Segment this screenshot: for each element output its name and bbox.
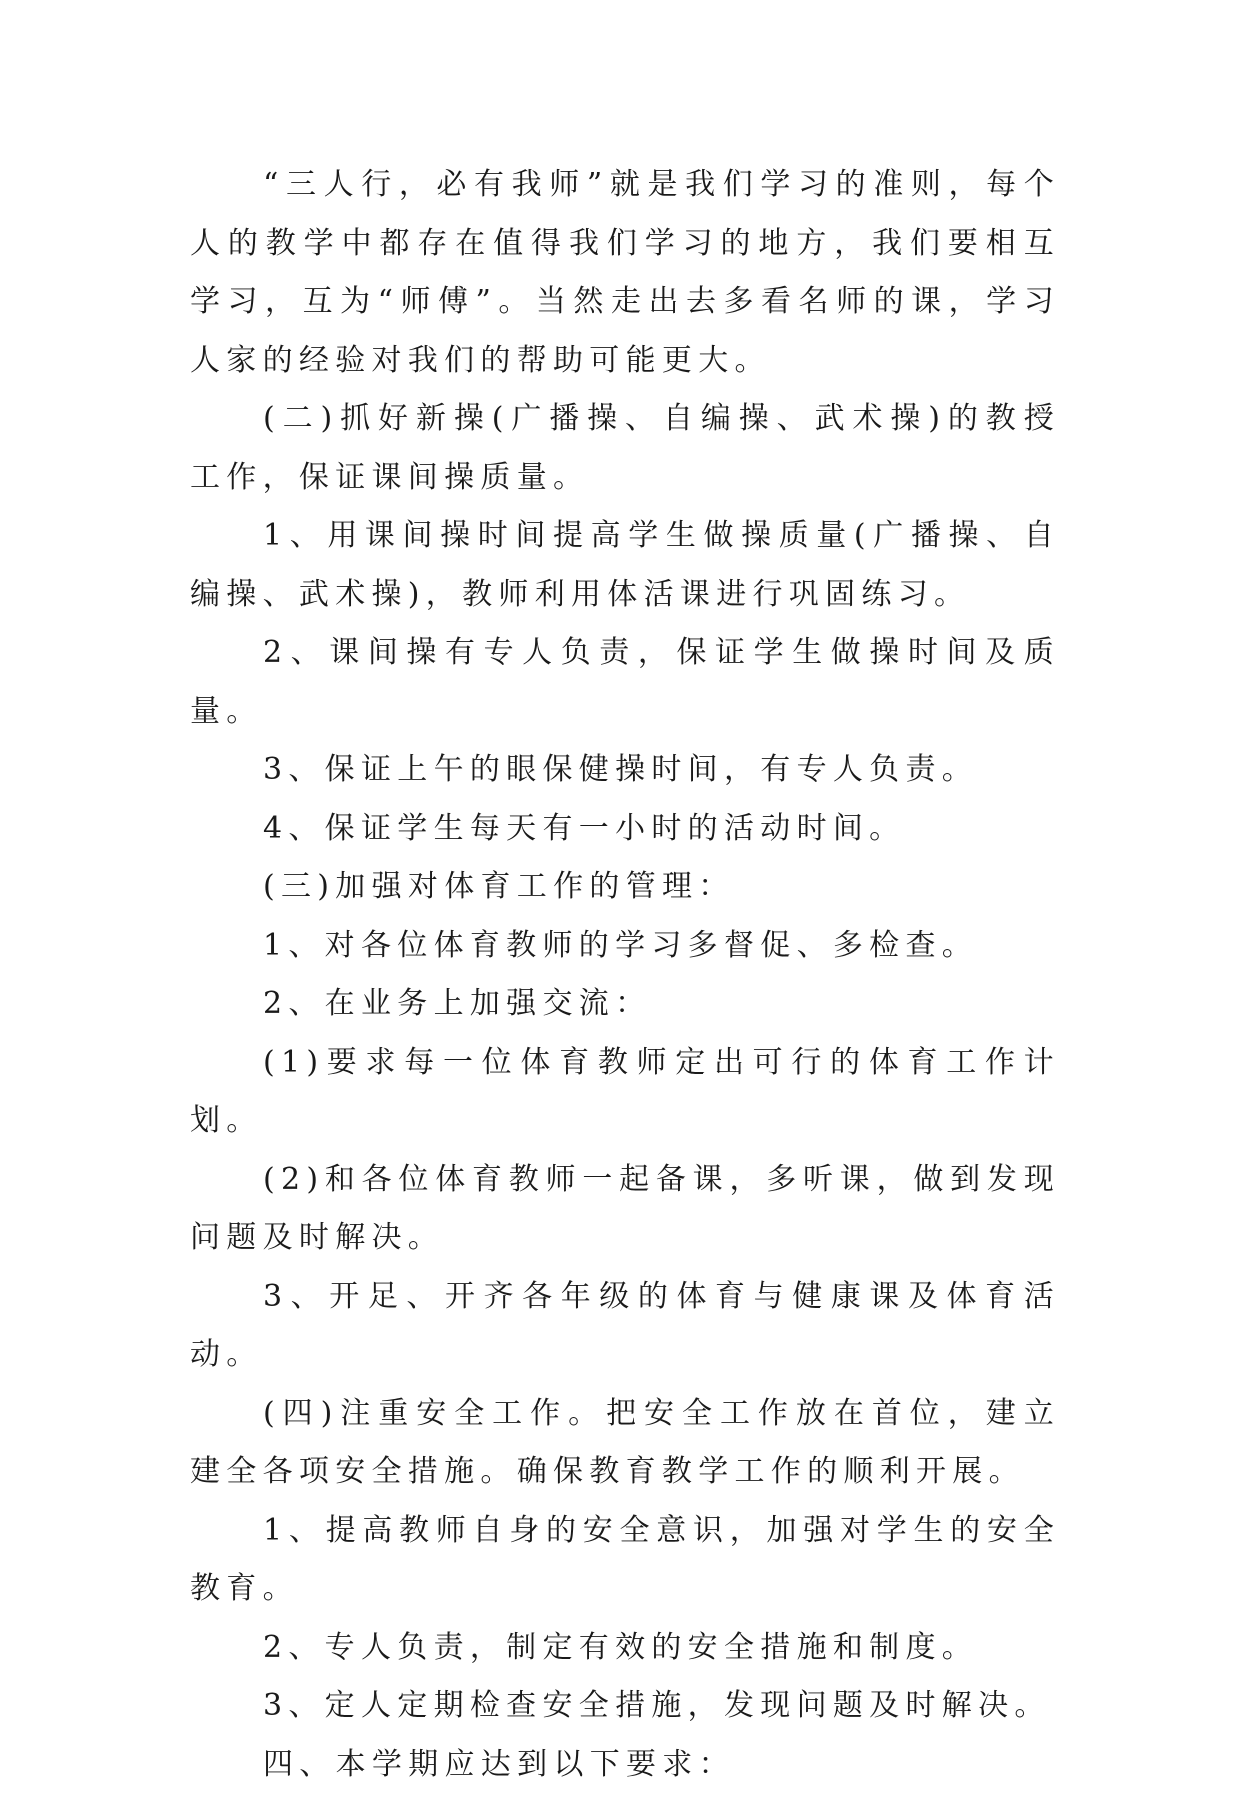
paragraph: (三)加强对体育工作的管理： [190,858,1060,917]
paragraph: (二)抓好新操(广播操、自编操、武术操)的教授工作，保证课间操质量。 [190,390,1060,507]
document-body [190,156,1060,1794]
paragraph: 1、提高教师自身的安全意识，加强对学生的安全教育。 [190,1502,1060,1619]
paragraph: 2、在业务上加强交流： [190,975,1060,1034]
paragraph: 1、对各位体育教师的学习多督促、多检查。 [190,917,1060,976]
paragraph: (1)要求每一位体育教师定出可行的体育工作计划。 [190,1034,1060,1151]
paragraph: 3、开足、开齐各年级的体育与健康课及体育活动。 [190,1268,1060,1385]
paragraph: “三人行，必有我师”就是我们学习的准则，每个人的教学中都存在值得我们学习的地方，我们要相互学习，互为“师傅”。当然走出去多看名师的课，学习人家的经验对我们的帮助可能更大。 [190,156,1060,390]
paragraph: (2)和各位体育教师一起备课，多听课，做到发现问题及时解决。 [190,1151,1060,1268]
paragraph: 2、课间操有专人负责，保证学生做操时间及质量。 [190,624,1060,741]
paragraph: 3、保证上午的眼保健操时间，有专人负责。 [190,741,1060,800]
paragraph: 1、用课间操时间提高学生做操质量(广播操、自编操、武术操)，教师利用体活课进行巩固练习。 [190,507,1060,624]
paragraph: 4、保证学生每天有一小时的活动时间。 [190,800,1060,859]
paragraph: 2、专人负责，制定有效的安全措施和制度。 [190,1619,1060,1678]
paragraph: (四)注重安全工作。把安全工作放在首位，建立建全各项安全措施。确保教育教学工作的顺利开展。 [190,1385,1060,1502]
paragraph: 3、定人定期检查安全措施，发现问题及时解决。 [190,1677,1060,1736]
paragraph: 四、本学期应达到以下要求： [190,1736,1060,1794]
